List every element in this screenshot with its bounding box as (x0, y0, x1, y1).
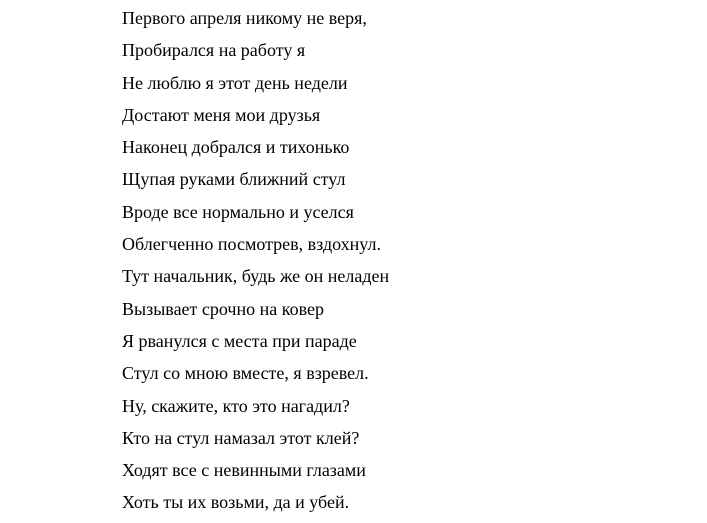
poem-line: Пробирался на работу я (122, 40, 306, 61)
poem-line: Наконец добрался и тихонько (122, 137, 350, 158)
poem-text-block (122, 6, 389, 523)
poem-line: Достают меня мои друзья (122, 104, 321, 125)
poem-line: Вроде все нормально и уселся (122, 201, 354, 222)
poem-line: Ну, скажите, кто это нагадил? (122, 395, 350, 416)
poem-line: Кто на стул намазал этот клей? (122, 427, 360, 448)
poem-line: Хоть ты их возьми, да и убей. (122, 492, 350, 513)
poem-line: Стул со мною вместе, я взревел. (122, 363, 369, 384)
poem-line: Облегченно посмотрев, вздохнул. (122, 234, 381, 255)
poem-line: Тут начальник, будь же он неладен (122, 266, 390, 287)
poem-line: Первого апреля никому не веря, (122, 8, 367, 28)
poem-line: Вызывает срочно на ковер (122, 298, 324, 319)
poem-line: Я рванулся с места при параде (122, 330, 357, 351)
poem-line: Ходят все с невинными глазами (122, 460, 366, 481)
poem-line: Не люблю я этот день недели (122, 72, 348, 93)
poem-line: Щупая руками ближний стул (122, 169, 346, 190)
